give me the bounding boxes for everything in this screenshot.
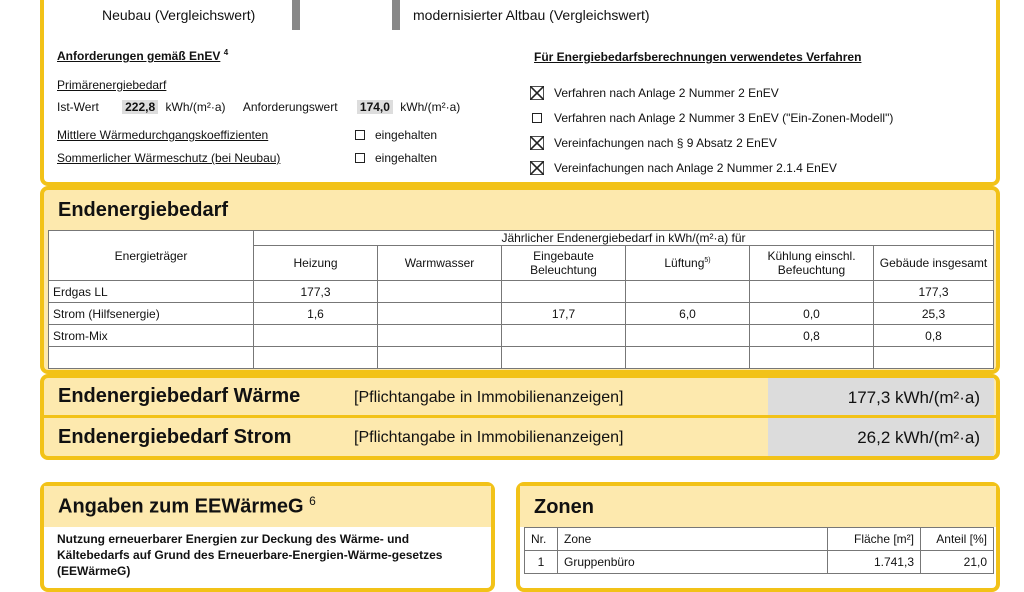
waerme-note: [Pflichtangabe in Immobilienanzeigen] (354, 389, 624, 406)
eew-text: Nutzung erneuerbarer Energien zur Deckung des Wärme- und Kältebedarfs auf Grund des Erneuerbare-Energien-Wärme-gesetzes (EEWärmeG) (57, 532, 443, 578)
zonen-header-row: Nr. Zone Fläche [m²] Anteil [%] (525, 528, 994, 551)
neubau-marker (292, 0, 300, 30)
zonen-title: Zonen (534, 496, 594, 518)
table-row: Erdgas LL 177,3 177,3 (49, 281, 994, 303)
strom-value: 26,2 kWh/(m²·a) (857, 428, 980, 447)
ist-wert-value: 222,8 (122, 100, 158, 114)
col-beleuchtung: Eingebaute Beleuchtung (502, 246, 626, 281)
primaerenergie-title: Primärenergiebedarf (57, 78, 167, 92)
table-row: Strom (Hilfsenergie) 1,6 17,7 6,0 0,0 25,3 (49, 303, 994, 325)
waermedurchgang-checkbox[interactable] (355, 130, 365, 140)
checked-x-icon[interactable] (530, 161, 544, 175)
waerme-value: 177,3 kWh/(m²·a) (847, 388, 980, 407)
ist-wert-row: Ist-Wert 222,8 kWh/(m²·a) Anforderungswert 174,0 kWh/(m²·a) (57, 100, 461, 114)
endenergie-table (48, 230, 994, 369)
col-lueftung: Lüftung$^{5)}$ (626, 246, 750, 281)
strom-title: Endenergiebedarf Strom (58, 426, 292, 448)
sommer-label: Sommerlicher Wärmeschutz (bei Neubau) (57, 151, 281, 165)
waermedurchgang-label: Mittlere Wärmedurchgangskoeffizienten (57, 128, 269, 142)
neubau-label: Neubau (Vergleichswert) (102, 7, 256, 23)
anforderungen-title: Anforderungen gemäß EnEV $^4$ (57, 48, 229, 63)
checked-x-icon[interactable] (530, 86, 544, 100)
col-warmwasser: Warmwasser (378, 246, 502, 281)
eew-title: Angaben zum EEWärmeG $^6$ (58, 494, 316, 518)
verfahren-item-2: Verfahren nach Anlage 2 Nummer 3 EnEV ("Ein-Zonen-Modell") (530, 105, 893, 130)
verfahren-item-4: Vereinfachungen nach Anlage 2 Nummer 2.1.4 EnEV (530, 155, 893, 180)
verfahren-item-3: Vereinfachungen nach § 9 Absatz 2 EnEV (530, 130, 893, 155)
endenergie-title: Endenergiebedarf (58, 199, 229, 221)
anforderungswert-value: 174,0 (357, 100, 393, 114)
checked-x-icon[interactable] (530, 136, 544, 150)
altbau-label: modernisierter Altbau (Vergleichswert) (413, 7, 650, 23)
waerme-title: Endenergiebedarf Wärme (58, 385, 301, 407)
zonen-table (524, 527, 994, 574)
altbau-marker (392, 0, 400, 30)
verfahren-item-1: Verfahren nach Anlage 2 Nummer 2 EnEV (530, 80, 893, 105)
table-row (49, 347, 994, 369)
waermedurchgang-status: eingehalten (375, 128, 438, 142)
col-kuehlung: Kühlung einschl. Befeuchtung (750, 246, 874, 281)
strom-note: [Pflichtangabe in Immobilienanzeigen] (354, 429, 624, 446)
col-gesamt: Gebäude insgesamt (874, 246, 994, 281)
table-row: 1 Gruppenbüro 1.741,3 21,0 (525, 551, 994, 574)
table-header-top (49, 231, 994, 246)
sommer-checkbox[interactable] (355, 153, 365, 163)
sommer-status: eingehalten (375, 151, 438, 165)
unchecked-checkbox[interactable] (532, 113, 542, 123)
col-energietraeger: Energieträger (49, 231, 254, 281)
verfahren-title: Für Energiebedarfsberechnungen verwendetes Verfahren (534, 50, 862, 64)
table-row: Strom-Mix 0,8 0,8 (49, 325, 994, 347)
header-top-label: Jährlicher Endenergiebedarf in kWh/(m²·a) für (254, 231, 994, 246)
verfahren-list (530, 80, 893, 180)
col-heizung: Heizung (254, 246, 378, 281)
